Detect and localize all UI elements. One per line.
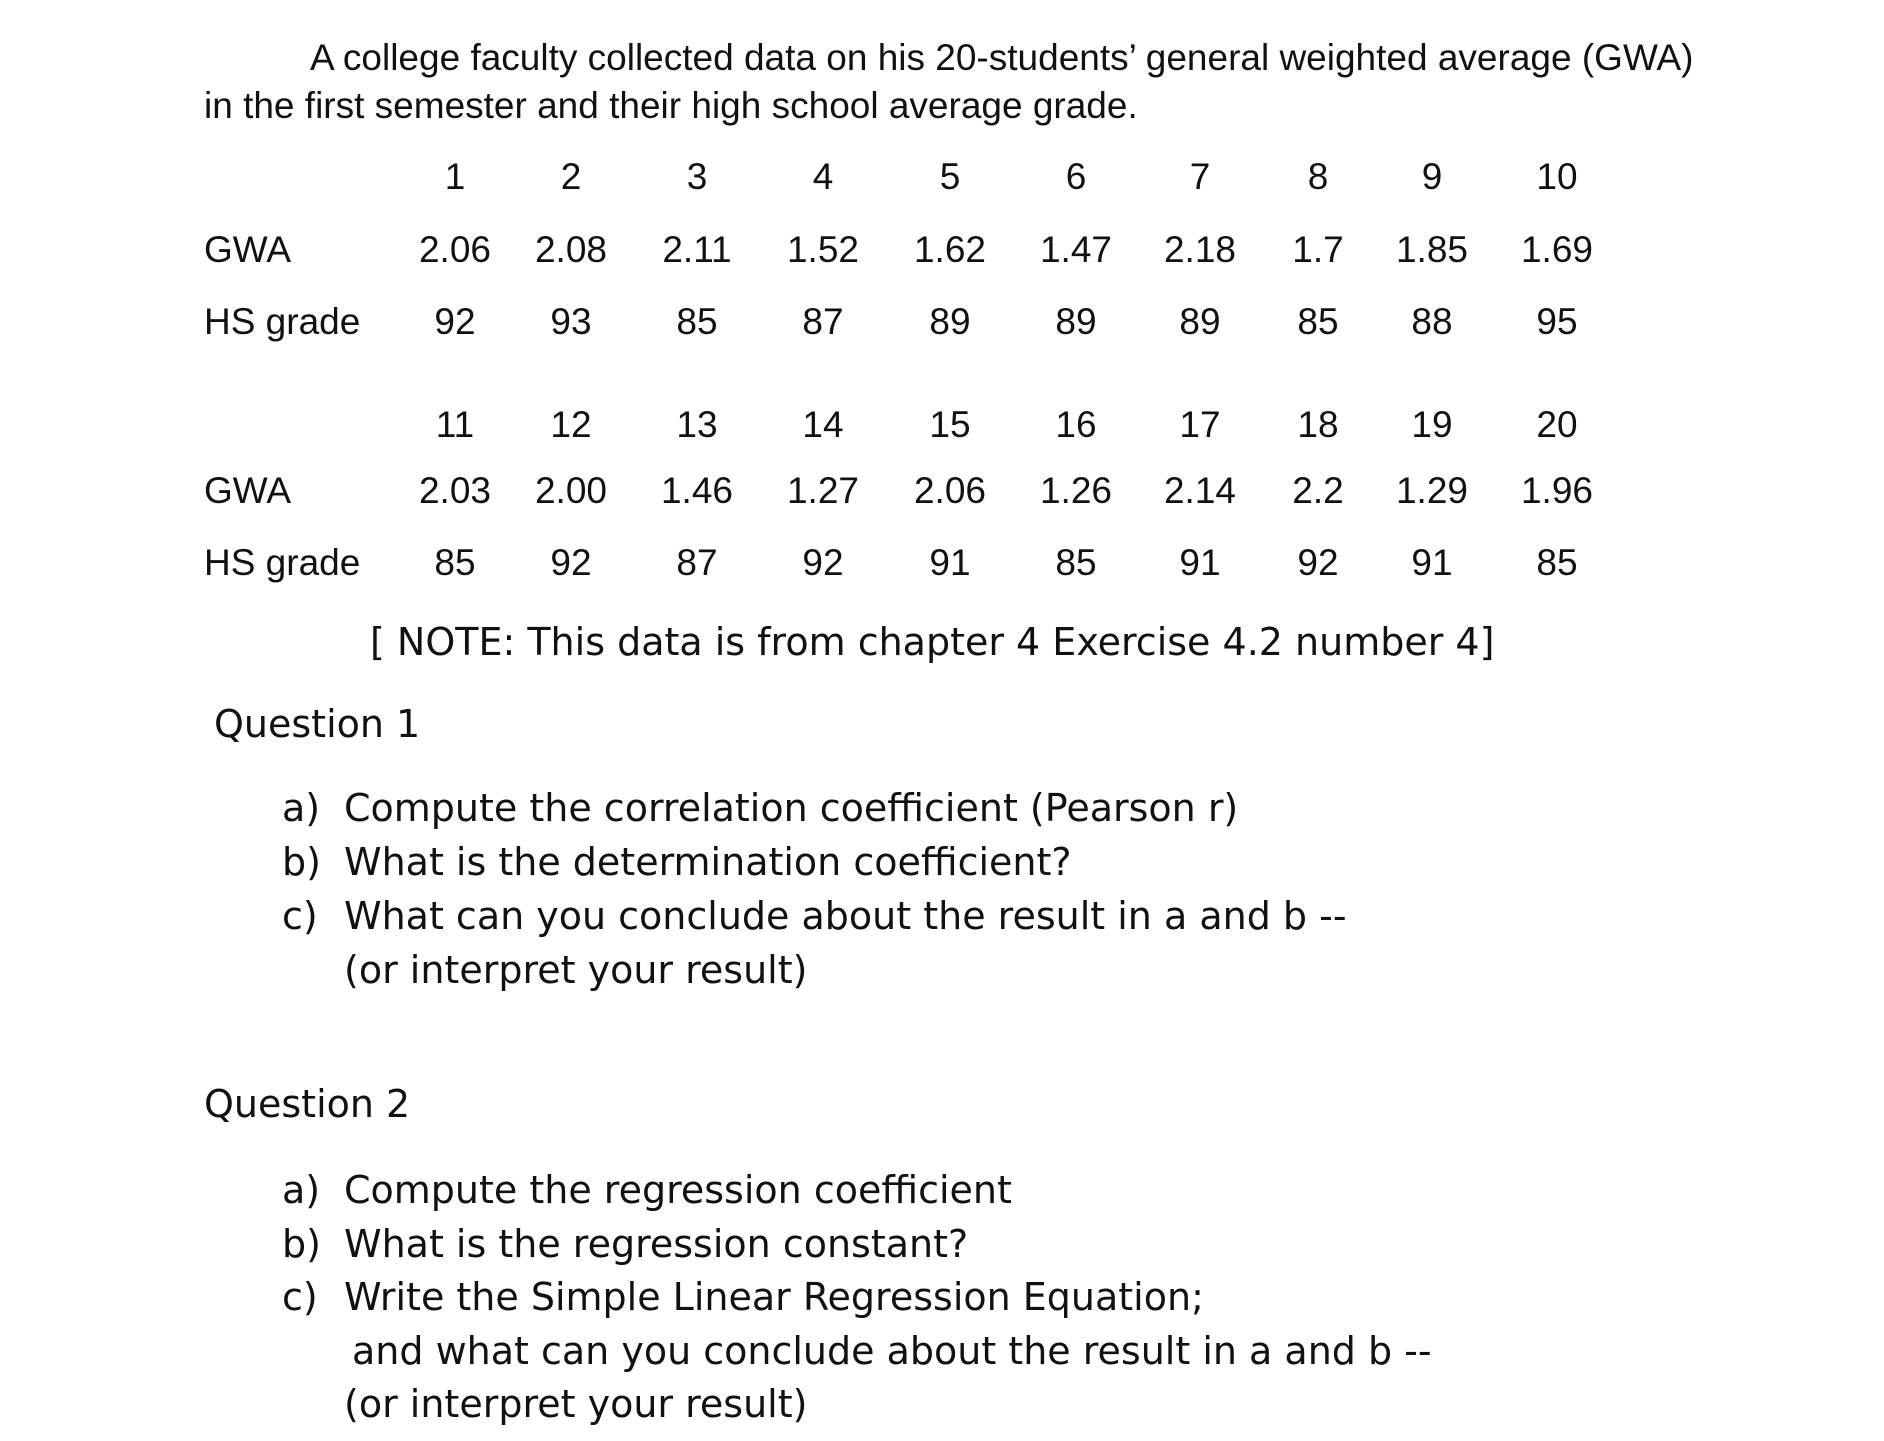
- gwa-cell: 1.29: [1395, 470, 1468, 511]
- hs-grade-cell: 85: [1536, 542, 1578, 583]
- gwa-cell: 2.00: [534, 470, 607, 511]
- student-number-cell: 20: [1536, 404, 1578, 445]
- gwa-cell: 1.62: [913, 229, 986, 270]
- student-number-cell: 10: [1536, 156, 1578, 197]
- student-number-cell: 17: [1179, 404, 1221, 445]
- hs-grade-cell: 91: [929, 542, 971, 583]
- item-text: Write the Simple Linear Regression Equation;: [344, 1275, 1204, 1319]
- student-number-cell: 4: [812, 156, 834, 197]
- student-number-cell: 8: [1307, 156, 1329, 197]
- item-text: Compute the regression coefficient: [344, 1168, 1012, 1212]
- gwa-cell: 2.06: [913, 470, 986, 511]
- student-number-cell: 16: [1055, 404, 1097, 445]
- gwa-cell: 1.7: [1292, 229, 1344, 270]
- question-1-title: Question 1: [214, 702, 421, 746]
- hs-grade-cell: 85: [434, 542, 476, 583]
- student-number-cell: 15: [929, 404, 971, 445]
- intro-line-2: in the first semester and their high school average grade.: [204, 85, 1138, 126]
- row-label-hs-grade: HS grade: [204, 542, 361, 583]
- hs-grade-cell: 85: [1297, 301, 1339, 342]
- hs-grade-cell: 91: [1179, 542, 1221, 583]
- gwa-cell: 1.47: [1039, 229, 1112, 270]
- student-number-cell: 18: [1297, 404, 1339, 445]
- item-text: What can you conclude about the result in a and b --: [344, 894, 1347, 938]
- hs-grade-cell: 89: [1055, 301, 1097, 342]
- intro-line-1: A college faculty collected data on his 20-students’ general weighted average (GWA): [310, 37, 1694, 78]
- hs-grade-cell: 85: [676, 301, 718, 342]
- row-label-hs-grade: HS grade: [204, 301, 361, 342]
- gwa-cell: 1.85: [1395, 229, 1468, 270]
- gwa-cell: 2.08: [534, 229, 607, 270]
- hs-grade-cell: 92: [550, 542, 592, 583]
- item-letter: b): [282, 1222, 321, 1266]
- student-number-cell: 1: [444, 156, 466, 197]
- student-number-cell: 2: [560, 156, 582, 197]
- hs-grade-cell: 95: [1536, 301, 1578, 342]
- student-number-cell: 6: [1065, 156, 1087, 197]
- hs-grade-cell: 92: [1297, 542, 1339, 583]
- row-label-gwa: GWA: [204, 470, 292, 511]
- student-number-cell: 13: [676, 404, 718, 445]
- item-text: Compute the correlation coefficient (Pearson r): [344, 786, 1239, 830]
- gwa-cell: 1.69: [1520, 229, 1593, 270]
- student-number-cell: 5: [939, 156, 961, 197]
- gwa-cell: 1.46: [660, 470, 733, 511]
- gwa-cell: 1.27: [786, 470, 859, 511]
- hs-grade-cell: 89: [929, 301, 971, 342]
- row-label-gwa: GWA: [204, 229, 292, 270]
- gwa-cell: 2.03: [418, 470, 491, 511]
- hs-grade-cell: 92: [434, 301, 476, 342]
- gwa-cell: 2.2: [1292, 470, 1344, 511]
- student-number-cell: 14: [802, 404, 844, 445]
- data-note: [ NOTE: This data is from chapter 4 Exercise 4.2 number 4]: [370, 620, 1495, 664]
- hs-grade-cell: 91: [1411, 542, 1453, 583]
- item-letter: c): [282, 894, 318, 938]
- hs-grade-cell: 88: [1411, 301, 1453, 342]
- gwa-cell: 2.18: [1163, 229, 1236, 270]
- hs-grade-cell: 87: [802, 301, 844, 342]
- question-2-continuation-1: and what can you conclude about the result in a and b --: [352, 1329, 1432, 1373]
- question-2-title: Question 2: [204, 1082, 411, 1126]
- gwa-cell: 2.06: [418, 229, 491, 270]
- item-letter: b): [282, 840, 321, 884]
- item-letter: a): [282, 1168, 321, 1212]
- gwa-cell: 2.11: [662, 229, 732, 270]
- gwa-cell: 1.52: [786, 229, 859, 270]
- hs-grade-cell: 92: [802, 542, 844, 583]
- student-number-cell: 9: [1421, 156, 1443, 197]
- question-2-continuation-2: (or interpret your result): [344, 1382, 808, 1426]
- hs-grade-cell: 87: [676, 542, 718, 583]
- hs-grade-cell: 89: [1179, 301, 1221, 342]
- gwa-cell: 1.96: [1520, 470, 1593, 511]
- hs-grade-cell: 93: [550, 301, 592, 342]
- gwa-cell: 2.14: [1163, 470, 1236, 511]
- item-letter: a): [282, 786, 321, 830]
- gwa-cell: 1.26: [1039, 470, 1112, 511]
- hs-grade-cell: 85: [1055, 542, 1097, 583]
- student-number-cell: 7: [1189, 156, 1211, 197]
- question-1-continuation: (or interpret your result): [344, 948, 808, 992]
- item-text: What is the determination coefficient?: [344, 840, 1072, 884]
- student-number-cell: 12: [550, 404, 592, 445]
- student-number-cell: 3: [686, 156, 708, 197]
- student-number-cell: 11: [435, 404, 475, 445]
- item-letter: c): [282, 1275, 318, 1319]
- item-text: What is the regression constant?: [344, 1222, 969, 1266]
- student-number-cell: 19: [1411, 404, 1453, 445]
